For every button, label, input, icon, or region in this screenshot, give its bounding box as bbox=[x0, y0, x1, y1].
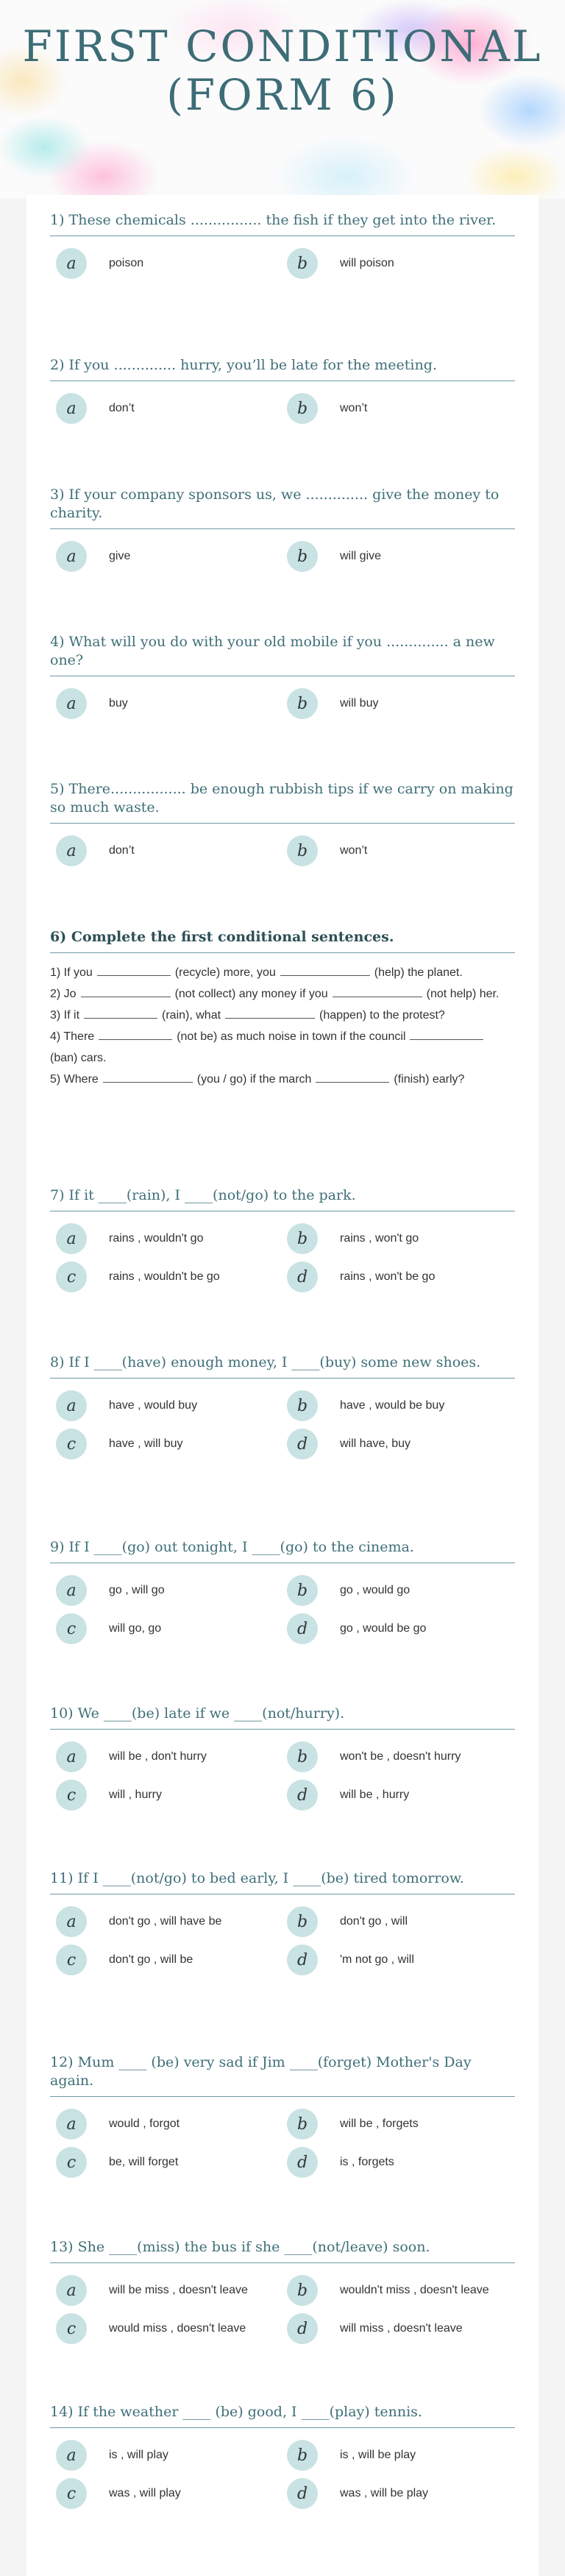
option-letter-badge: d bbox=[287, 2478, 318, 2509]
answer-option-b[interactable] bbox=[287, 1905, 515, 1939]
option-letter-badge: b bbox=[287, 248, 318, 279]
question-7 bbox=[50, 1186, 515, 1294]
blank-input[interactable] bbox=[103, 1070, 193, 1083]
option-letter-badge: c bbox=[56, 1945, 87, 1975]
question-14 bbox=[50, 2403, 515, 2510]
question-1 bbox=[50, 211, 515, 280]
answer-option-c[interactable] bbox=[56, 1778, 284, 1812]
option-label: don’t bbox=[109, 402, 135, 414]
question-10 bbox=[50, 1705, 515, 1812]
question-12 bbox=[50, 2053, 515, 2179]
page-title: FIRST CONDITIONAL (FORM 6) bbox=[22, 21, 543, 120]
option-letter-badge: b bbox=[287, 2275, 318, 2306]
answer-option-d[interactable] bbox=[287, 2312, 515, 2346]
question-text: 10) We ____(be) late if we ____(not/hurry). bbox=[50, 1705, 515, 1730]
question-text: 4) What will you do with your old mobile if you .............. a new one? bbox=[50, 633, 515, 676]
option-label: be, will forget bbox=[109, 2156, 179, 2168]
answer-option-c[interactable] bbox=[56, 1943, 284, 1977]
option-letter-badge: d bbox=[287, 1945, 318, 1975]
blank-input[interactable] bbox=[84, 1006, 157, 1019]
option-letter-badge: a bbox=[56, 248, 87, 279]
option-label: rains , won't be go bbox=[340, 1270, 436, 1283]
question-text: 3) If your company sponsors us, we .............. give the money to charity. bbox=[50, 486, 515, 529]
answer-option-a[interactable] bbox=[56, 2438, 284, 2472]
answer-option-b[interactable] bbox=[287, 2274, 515, 2307]
option-label: will miss , doesn't leave bbox=[340, 2322, 463, 2335]
answer-option-a[interactable] bbox=[56, 392, 284, 425]
question-text: 6) Complete the first conditional sentences. bbox=[50, 928, 515, 953]
answer-option-d[interactable] bbox=[287, 1943, 515, 1977]
option-label: will buy bbox=[340, 697, 379, 710]
option-letter-badge: b bbox=[287, 1223, 318, 1254]
option-label: don’t bbox=[109, 844, 135, 857]
option-label: was , will play bbox=[109, 2487, 181, 2499]
answer-option-c[interactable] bbox=[56, 1427, 284, 1461]
option-label: won’t bbox=[340, 844, 368, 857]
answer-option-b[interactable] bbox=[287, 1389, 515, 1423]
blank-input[interactable] bbox=[333, 985, 422, 997]
option-letter-badge: c bbox=[56, 2147, 87, 2178]
answer-option-c[interactable] bbox=[56, 2477, 284, 2510]
option-letter-badge: b bbox=[287, 541, 318, 572]
sentence-2: 2) Jo (not collect) any money if you (not help) her. bbox=[50, 983, 515, 1005]
answer-options bbox=[50, 247, 515, 280]
option-letter-badge: a bbox=[56, 1390, 87, 1421]
option-letter-badge: c bbox=[56, 1780, 87, 1811]
question-text: 13) She ____(miss) the bus if she ____(not/leave) soon. bbox=[50, 2238, 515, 2263]
option-label: will , hurry bbox=[109, 1788, 163, 1801]
question-2 bbox=[50, 356, 515, 425]
answer-option-a[interactable] bbox=[56, 834, 284, 868]
blank-input[interactable] bbox=[280, 963, 370, 976]
option-letter-badge: b bbox=[287, 1906, 318, 1937]
option-label: won't be , doesn't hurry bbox=[340, 1750, 461, 1763]
sentence-5: 5) Where (you / go) if the march (finish) early? bbox=[50, 1069, 515, 1090]
answer-options bbox=[50, 687, 515, 721]
answer-options bbox=[50, 1905, 515, 1977]
answer-option-b[interactable] bbox=[287, 834, 515, 868]
answer-options bbox=[50, 1574, 515, 1646]
answer-options bbox=[50, 539, 515, 573]
option-letter-badge: c bbox=[56, 2313, 87, 2344]
blank-input[interactable] bbox=[225, 1006, 315, 1019]
option-letter-badge: b bbox=[287, 835, 318, 866]
option-letter-badge: c bbox=[56, 1262, 87, 1292]
answer-option-a[interactable] bbox=[56, 1222, 284, 1256]
answer-option-c[interactable] bbox=[56, 2145, 284, 2179]
answer-option-a[interactable] bbox=[56, 1905, 284, 1939]
option-letter-badge: c bbox=[56, 1613, 87, 1644]
answer-option-a[interactable] bbox=[56, 247, 284, 280]
option-label: go , will go bbox=[109, 1584, 165, 1596]
answer-option-b[interactable] bbox=[287, 2107, 515, 2141]
answer-option-d[interactable] bbox=[287, 2477, 515, 2510]
question-9 bbox=[50, 1538, 515, 1646]
option-letter-badge: a bbox=[56, 1223, 87, 1254]
answer-option-a[interactable] bbox=[56, 2274, 284, 2307]
option-label: will go, go bbox=[109, 1622, 162, 1635]
answer-options bbox=[50, 1222, 515, 1294]
answer-option-b[interactable] bbox=[287, 539, 515, 573]
option-letter-badge: b bbox=[287, 2440, 318, 2471]
answer-option-c[interactable] bbox=[56, 1612, 284, 1646]
answer-option-c[interactable] bbox=[56, 2312, 284, 2346]
answer-options bbox=[50, 392, 515, 425]
answer-option-c[interactable] bbox=[56, 1260, 284, 1294]
answer-option-d[interactable] bbox=[287, 1427, 515, 1461]
option-label: is , will be play bbox=[340, 2449, 416, 2461]
answer-options bbox=[50, 834, 515, 868]
option-label: will have, buy bbox=[340, 1437, 411, 1450]
answer-option-a[interactable] bbox=[56, 1389, 284, 1423]
option-label: won’t bbox=[340, 402, 368, 414]
question-8 bbox=[50, 1354, 515, 1461]
option-letter-badge: a bbox=[56, 1575, 87, 1606]
option-label: have , would be buy bbox=[340, 1399, 445, 1412]
fill-in-sentences bbox=[50, 962, 515, 1090]
option-label: will give bbox=[340, 550, 382, 562]
option-letter-badge: d bbox=[287, 1429, 318, 1459]
answer-option-a[interactable] bbox=[56, 1574, 284, 1607]
answer-option-b[interactable] bbox=[287, 2438, 515, 2472]
option-letter-badge: a bbox=[56, 2440, 87, 2471]
option-letter-badge: d bbox=[287, 1780, 318, 1811]
answer-option-d[interactable] bbox=[287, 1612, 515, 1646]
blank-input[interactable] bbox=[410, 1027, 483, 1040]
option-label: go , would be go bbox=[340, 1622, 427, 1635]
header-banner bbox=[0, 0, 565, 199]
option-letter-badge: a bbox=[56, 393, 87, 424]
option-label: 'm not go , will bbox=[340, 1953, 414, 1966]
option-label: will be miss , doesn't leave bbox=[109, 2284, 248, 2296]
option-label: rains , wouldn't be go bbox=[109, 1270, 220, 1283]
question-text: 1) These chemicals ................ the fish if they get into the river. bbox=[50, 211, 515, 236]
option-label: don't go , will be bbox=[109, 1953, 193, 1966]
answer-option-a[interactable] bbox=[56, 687, 284, 721]
option-label: give bbox=[109, 550, 131, 562]
option-label: poison bbox=[109, 257, 144, 269]
question-5 bbox=[50, 780, 515, 868]
question-text: 8) If I ____(have) enough money, I ____(buy) some new shoes. bbox=[50, 1354, 515, 1379]
answer-option-d[interactable] bbox=[287, 1778, 515, 1812]
option-letter-badge: a bbox=[56, 2275, 87, 2306]
answer-option-b[interactable] bbox=[287, 392, 515, 425]
option-label: will be , don't hurry bbox=[109, 1750, 207, 1763]
option-letter-badge: a bbox=[56, 835, 87, 866]
question-text: 14) If the weather ____ (be) good, I ____(play) tennis. bbox=[50, 2403, 515, 2428]
blank-input[interactable] bbox=[81, 985, 171, 997]
sentence-3: 3) If it (rain), what (happen) to the protest? bbox=[50, 1005, 515, 1026]
option-letter-badge: b bbox=[287, 393, 318, 424]
answer-option-b[interactable] bbox=[287, 1574, 515, 1607]
answer-option-b[interactable] bbox=[287, 687, 515, 721]
answer-options bbox=[50, 1389, 515, 1461]
option-letter-badge: b bbox=[287, 1575, 318, 1606]
answer-option-b[interactable] bbox=[287, 1222, 515, 1256]
option-label: have , will buy bbox=[109, 1437, 183, 1450]
question-text: 11) If I ____(not/go) to bed early, I ____(be) tired tomorrow. bbox=[50, 1869, 515, 1894]
answer-options bbox=[50, 2107, 515, 2179]
option-letter-badge: c bbox=[56, 2478, 87, 2509]
question-text: 9) If I ____(go) out tonight, I ____(go) to the cinema. bbox=[50, 1538, 515, 1563]
option-letter-badge: b bbox=[287, 2109, 318, 2140]
question-text: 12) Mum ____ (be) very sad if Jim ____(forget) Mother's Day again. bbox=[50, 2053, 515, 2097]
option-letter-badge: b bbox=[287, 1741, 318, 1772]
answer-option-d[interactable] bbox=[287, 2145, 515, 2179]
option-label: rains , won't go bbox=[340, 1232, 419, 1245]
blank-input[interactable] bbox=[316, 1070, 389, 1083]
option-letter-badge: b bbox=[287, 1390, 318, 1421]
option-letter-badge: a bbox=[56, 1741, 87, 1772]
option-label: would , forgot bbox=[109, 2117, 180, 2130]
option-letter-badge: d bbox=[287, 1262, 318, 1292]
option-letter-badge: d bbox=[287, 2147, 318, 2178]
answer-option-a[interactable] bbox=[56, 1740, 284, 1774]
option-label: don't go , will have be bbox=[109, 1915, 222, 1928]
blank-input[interactable] bbox=[97, 963, 171, 976]
question-text: 2) If you .............. hurry, you’ll be late for the meeting. bbox=[50, 356, 515, 381]
question-4 bbox=[50, 633, 515, 721]
question-13 bbox=[50, 2238, 515, 2346]
option-letter-badge: a bbox=[56, 1906, 87, 1937]
question-text: 7) If it ____(rain), I ____(not/go) to the park. bbox=[50, 1186, 515, 1211]
answer-options bbox=[50, 2274, 515, 2346]
answer-option-b[interactable] bbox=[287, 1740, 515, 1774]
sentence-4: 4) There (not be) as much noise in town if the council(ban) cars. bbox=[50, 1026, 515, 1069]
option-label: is , forgets bbox=[340, 2156, 394, 2168]
option-label: go , would go bbox=[340, 1584, 411, 1596]
option-label: was , will be play bbox=[340, 2487, 429, 2499]
answer-option-a[interactable] bbox=[56, 2107, 284, 2141]
sentence-1: 1) If you (recycle) more, you (help) the planet. bbox=[50, 962, 515, 983]
option-letter-badge: a bbox=[56, 2109, 87, 2140]
answer-option-d[interactable] bbox=[287, 1260, 515, 1294]
answer-option-b[interactable] bbox=[287, 247, 515, 280]
option-label: don't go , will bbox=[340, 1915, 408, 1928]
answer-options bbox=[50, 2438, 515, 2510]
option-letter-badge: b bbox=[287, 688, 318, 719]
option-label: is , will play bbox=[109, 2449, 168, 2461]
option-label: buy bbox=[109, 697, 128, 710]
option-label: will be , hurry bbox=[340, 1788, 410, 1801]
blank-input[interactable] bbox=[99, 1027, 172, 1040]
option-label: wouldn't miss , doesn't leave bbox=[340, 2284, 489, 2296]
option-letter-badge: c bbox=[56, 1429, 87, 1459]
option-label: will poison bbox=[340, 257, 394, 269]
option-label: rains , wouldn't go bbox=[109, 1232, 204, 1245]
question-6 bbox=[50, 928, 515, 1090]
option-letter-badge: a bbox=[56, 688, 87, 719]
option-label: have , would buy bbox=[109, 1399, 198, 1412]
option-label: will be , forgets bbox=[340, 2117, 419, 2130]
option-letter-badge: d bbox=[287, 2313, 318, 2344]
option-label: would miss , doesn't leave bbox=[109, 2322, 246, 2335]
worksheet-card bbox=[26, 195, 539, 2576]
option-letter-badge: d bbox=[287, 1613, 318, 1644]
answer-option-a[interactable] bbox=[56, 539, 284, 573]
question-11 bbox=[50, 1869, 515, 1977]
option-letter-badge: a bbox=[56, 541, 87, 572]
question-3 bbox=[50, 486, 515, 573]
question-text: 5) There................. be enough rubbish tips if we carry on making so much waste. bbox=[50, 780, 515, 824]
answer-options bbox=[50, 1740, 515, 1812]
